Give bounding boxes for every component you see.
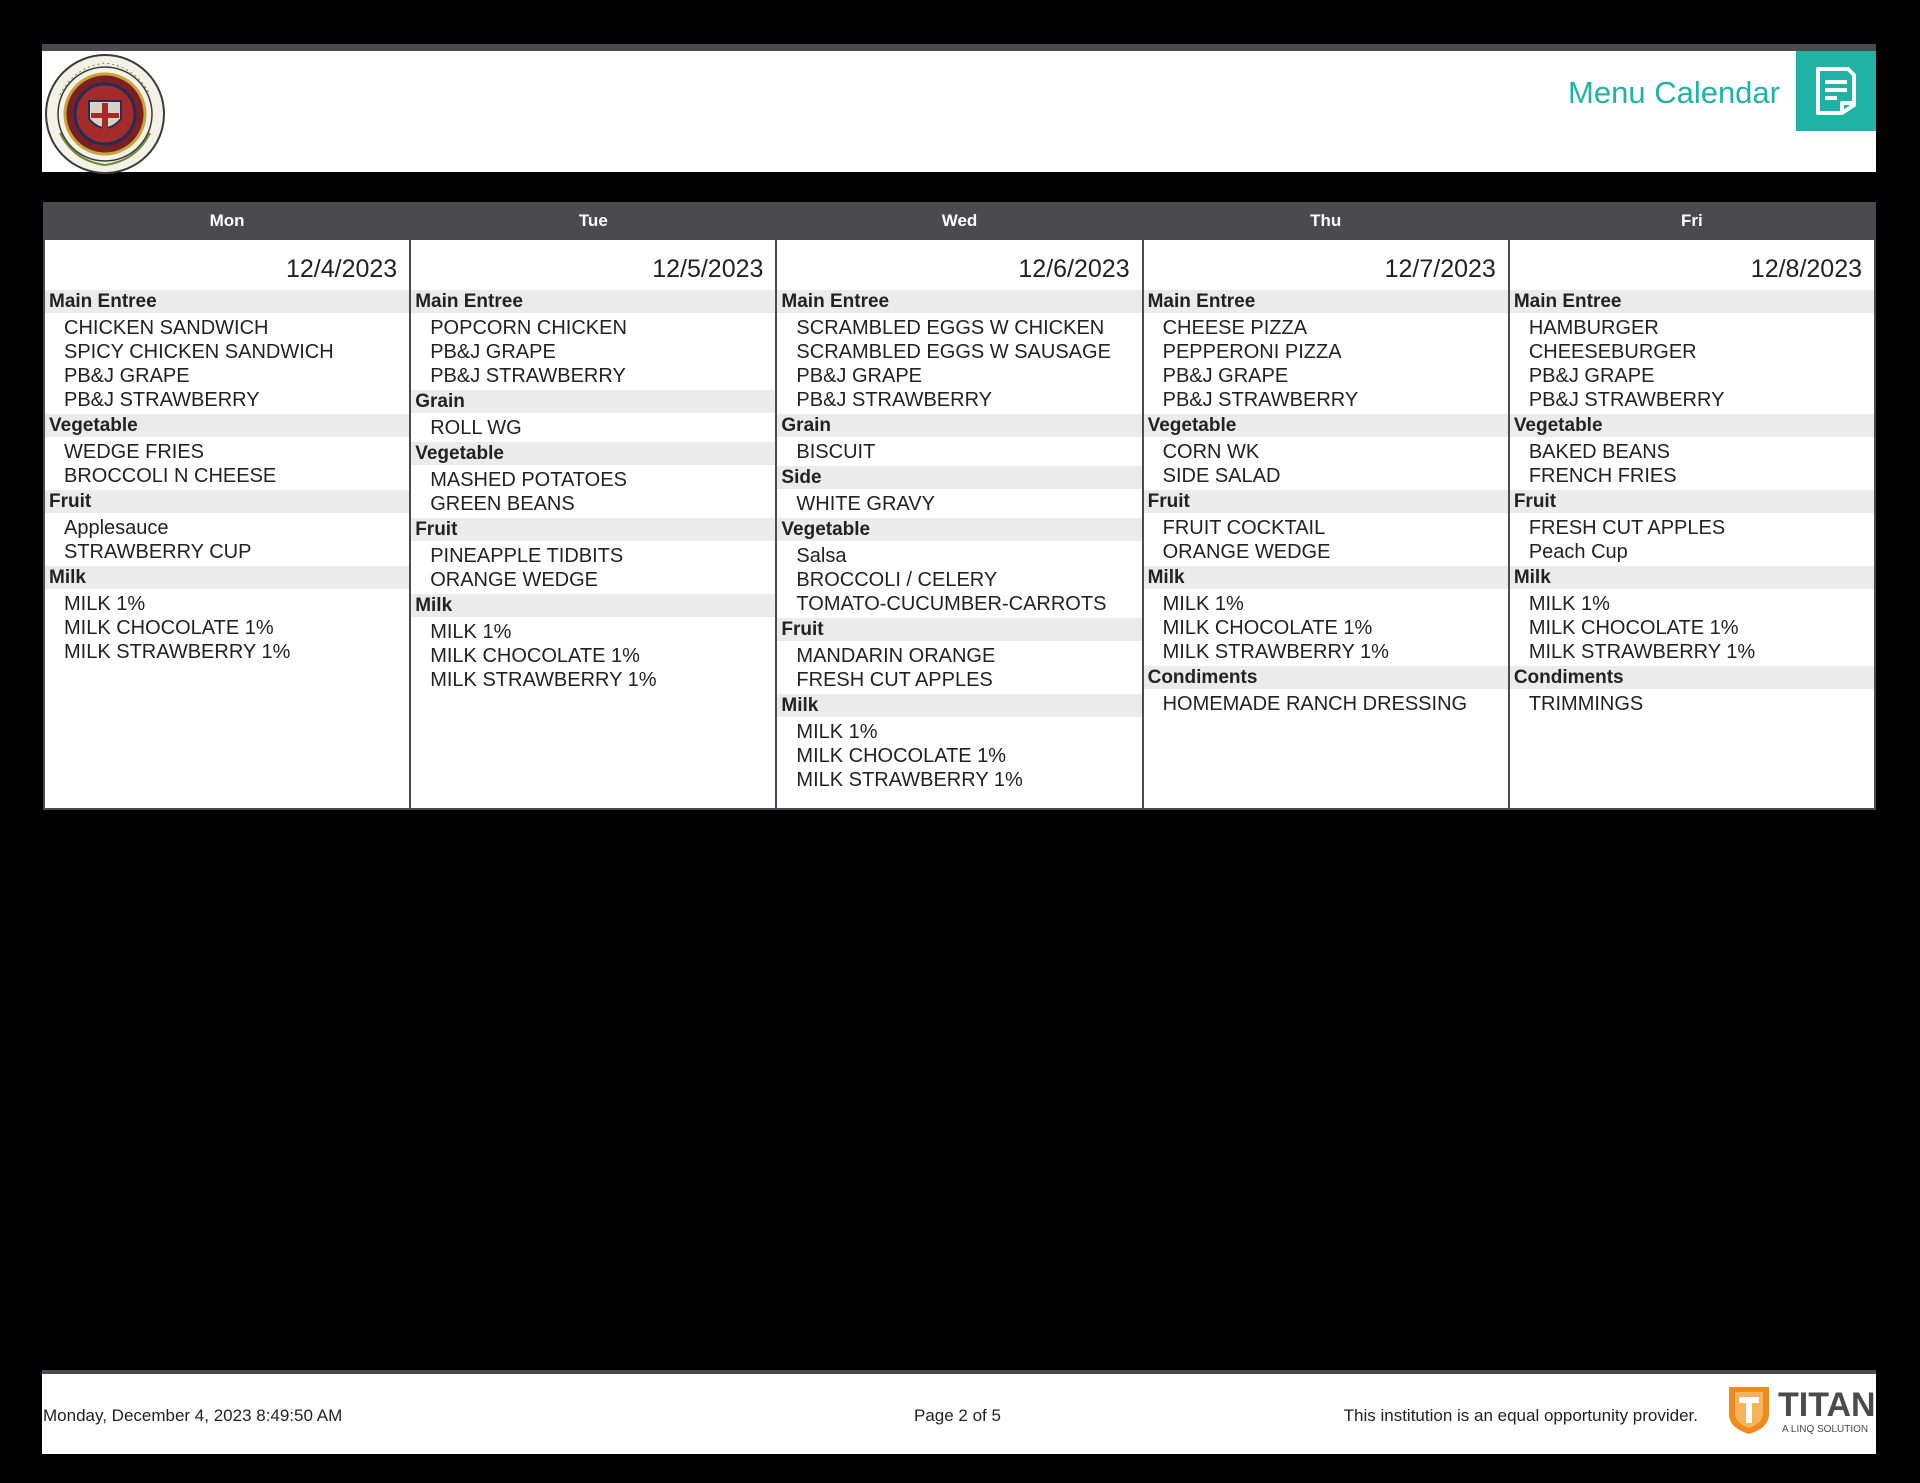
page-number: Page 2 of 5 [914, 1406, 1001, 1425]
menu-section [1144, 566, 1508, 664]
menu-section [411, 594, 775, 692]
menu-item: PB&J STRAWBERRY [64, 389, 260, 411]
menu-section [1144, 414, 1508, 488]
menu-item: PB&J GRAPE [64, 365, 190, 387]
day-column-wed [777, 204, 1143, 808]
menu-item: Peach Cup [1528, 541, 1628, 563]
menu-item: ORANGE WEDGE [430, 569, 598, 591]
menu-item: PEPPERONI PIZZA [1162, 341, 1342, 363]
menu-item: STRAWBERRY CUP [64, 541, 252, 563]
titan-brand-subtext: A LINQ SOLUTION [1782, 1424, 1869, 1435]
menu-item: CORN WK [1162, 441, 1260, 463]
day-date: 12/6/2023 [1018, 255, 1130, 283]
menu-section-title: Main Entree [45, 290, 409, 313]
day-date: 12/5/2023 [652, 255, 764, 283]
menu-item: PB&J GRAPE [1162, 365, 1289, 387]
menu-section-title: Main Entree [1510, 290, 1874, 313]
menu-item: PB&J STRAWBERRY [796, 389, 993, 411]
menu-item: SIDE SALAD [1162, 465, 1281, 487]
menu-section-title: Grain [411, 390, 775, 413]
menu-item: PB&J GRAPE [430, 341, 556, 363]
menu-item: PB&J STRAWBERRY [1162, 389, 1359, 411]
menu-section [777, 466, 1141, 516]
menu-section [1510, 666, 1874, 716]
menu-item: ROLL WG [430, 417, 522, 439]
day-name-header: Mon [45, 204, 409, 240]
day-column-tue [411, 204, 777, 808]
menu-section-title: Milk [411, 594, 775, 617]
menu-item: CHEESE PIZZA [1162, 317, 1308, 339]
menu-section [777, 618, 1141, 692]
menu-section [1510, 490, 1874, 564]
menu-item: SCRAMBLED EGGS W SAUSAGE [796, 341, 1111, 363]
menu-section-title: Fruit [1144, 490, 1508, 513]
menu-item: MILK 1% [430, 621, 512, 643]
menu-section-title: Vegetable [45, 414, 409, 437]
menu-item: MILK 1% [1162, 593, 1244, 615]
titan-logo [1726, 1382, 1876, 1438]
menu-section [45, 414, 409, 488]
menu-section [777, 518, 1141, 616]
menu-section-title: Main Entree [1144, 290, 1508, 313]
menu-section-title: Vegetable [1510, 414, 1874, 437]
day-column-mon [45, 204, 411, 808]
menu-section-title: Fruit [45, 490, 409, 513]
menu-item: PB&J STRAWBERRY [1528, 389, 1725, 411]
day-date: 12/4/2023 [285, 255, 398, 283]
menu-item: MILK CHOCOLATE 1% [64, 617, 274, 639]
equal-opportunity-notice: This institution is an equal opportunity provider. [1343, 1406, 1698, 1425]
menu-item: CHICKEN SANDWICH [64, 317, 269, 339]
day-date: 12/8/2023 [1750, 255, 1863, 283]
page-header [42, 44, 1876, 172]
menu-item: GREEN BEANS [430, 493, 575, 515]
page-title: Menu Calendar [1568, 75, 1780, 110]
menu-item: MASHED POTATOES [430, 469, 627, 491]
menu-section [1144, 666, 1508, 716]
menu-section-title: Grain [777, 414, 1141, 437]
day-name-header: Wed [777, 204, 1141, 240]
menu-section [411, 390, 775, 440]
day-column-fri [1510, 204, 1874, 808]
menu-item: MILK CHOCOLATE 1% [430, 645, 640, 667]
day-name-header: Tue [411, 204, 775, 240]
day-date: 12/7/2023 [1384, 255, 1496, 283]
menu-item: MILK STRAWBERRY 1% [64, 641, 291, 663]
menu-item: TOMATO-CUCUMBER-CARROTS [796, 593, 1107, 615]
menu-section-title: Fruit [777, 618, 1141, 641]
menu-item: TRIMMINGS [1528, 693, 1644, 715]
menu-section [777, 290, 1141, 412]
menu-section-title: Main Entree [411, 290, 775, 313]
menu-section-title: Side [777, 466, 1141, 489]
menu-item: HAMBURGER [1528, 317, 1659, 339]
menu-section [1510, 414, 1874, 488]
menu-item: MILK CHOCOLATE 1% [1528, 617, 1739, 639]
menu-item: BROCCOLI / CELERY [796, 569, 998, 591]
day-column-thu [1144, 204, 1510, 808]
menu-section [411, 442, 775, 516]
menu-item: SPICY CHICKEN SANDWICH [64, 341, 334, 363]
menu-item: BAKED BEANS [1528, 441, 1670, 463]
school-seal-logo [44, 53, 166, 175]
menu-item: ORANGE WEDGE [1162, 541, 1331, 563]
menu-item: PB&J GRAPE [1528, 365, 1655, 387]
menu-section [45, 290, 409, 412]
titan-brand-text: TITAN [1778, 1386, 1876, 1424]
document-icon [1796, 51, 1876, 131]
menu-section-title: Milk [45, 566, 409, 589]
menu-item: CHEESEBURGER [1528, 341, 1697, 363]
menu-section-title: Vegetable [1144, 414, 1508, 437]
menu-section [1510, 290, 1874, 412]
menu-item: MILK STRAWBERRY 1% [1528, 641, 1756, 663]
menu-section [45, 566, 409, 664]
menu-item: MILK STRAWBERRY 1% [1162, 641, 1389, 663]
menu-item: PB&J STRAWBERRY [430, 365, 626, 387]
menu-item: Salsa [796, 545, 847, 567]
menu-item: MANDARIN ORANGE [796, 645, 996, 667]
menu-item: POPCORN CHICKEN [430, 317, 627, 339]
menu-section-title: Main Entree [777, 290, 1141, 313]
menu-item: FRUIT COCKTAIL [1162, 517, 1326, 539]
day-name-header: Thu [1144, 204, 1508, 240]
page-footer [42, 1370, 1876, 1454]
menu-item: PB&J GRAPE [796, 365, 923, 387]
menu-item: SCRAMBLED EGGS W CHICKEN [796, 317, 1105, 339]
menu-section-title: Vegetable [777, 518, 1141, 541]
menu-section [1144, 290, 1508, 412]
menu-item: MILK STRAWBERRY 1% [796, 769, 1023, 791]
menu-section-title: Milk [1144, 566, 1508, 589]
menu-item: BROCCOLI N CHEESE [64, 465, 277, 487]
menu-item: WHITE GRAVY [796, 493, 935, 515]
menu-item: MILK 1% [64, 593, 146, 615]
menu-item: MILK 1% [796, 721, 878, 743]
menu-item: MILK CHOCOLATE 1% [1162, 617, 1373, 639]
menu-section-title: Condiments [1510, 666, 1874, 689]
menu-item: MILK 1% [1528, 593, 1610, 615]
menu-item: FRESH CUT APPLES [796, 669, 993, 691]
titan-shield-icon [1726, 1384, 1772, 1436]
menu-item: FRESH CUT APPLES [1528, 517, 1726, 539]
day-name-header: Fri [1510, 204, 1874, 240]
menu-section [777, 694, 1141, 792]
menu-section [777, 414, 1141, 464]
menu-item: Applesauce [64, 517, 169, 539]
menu-section-title: Milk [1510, 566, 1874, 589]
menu-section [1144, 490, 1508, 564]
menu-item: HOMEMADE RANCH DRESSING [1162, 693, 1468, 715]
menu-section-title: Fruit [1510, 490, 1874, 513]
menu-item: BISCUIT [796, 441, 876, 463]
menu-item: MILK CHOCOLATE 1% [796, 745, 1007, 767]
menu-section-title: Fruit [411, 518, 775, 541]
menu-section [1510, 566, 1874, 664]
menu-section-title: Vegetable [411, 442, 775, 465]
menu-item: PINEAPPLE TIDBITS [430, 545, 624, 567]
menu-section [411, 290, 775, 388]
print-timestamp: Monday, December 4, 2023 8:49:50 AM [43, 1406, 343, 1425]
menu-calendar-grid [43, 202, 1876, 810]
menu-item: MILK STRAWBERRY 1% [430, 669, 657, 691]
menu-item: WEDGE FRIES [64, 441, 205, 463]
menu-section [411, 518, 775, 592]
menu-item: FRENCH FRIES [1528, 465, 1677, 487]
menu-section-title: Milk [777, 694, 1141, 717]
menu-section-title: Condiments [1144, 666, 1508, 689]
menu-section [45, 490, 409, 564]
